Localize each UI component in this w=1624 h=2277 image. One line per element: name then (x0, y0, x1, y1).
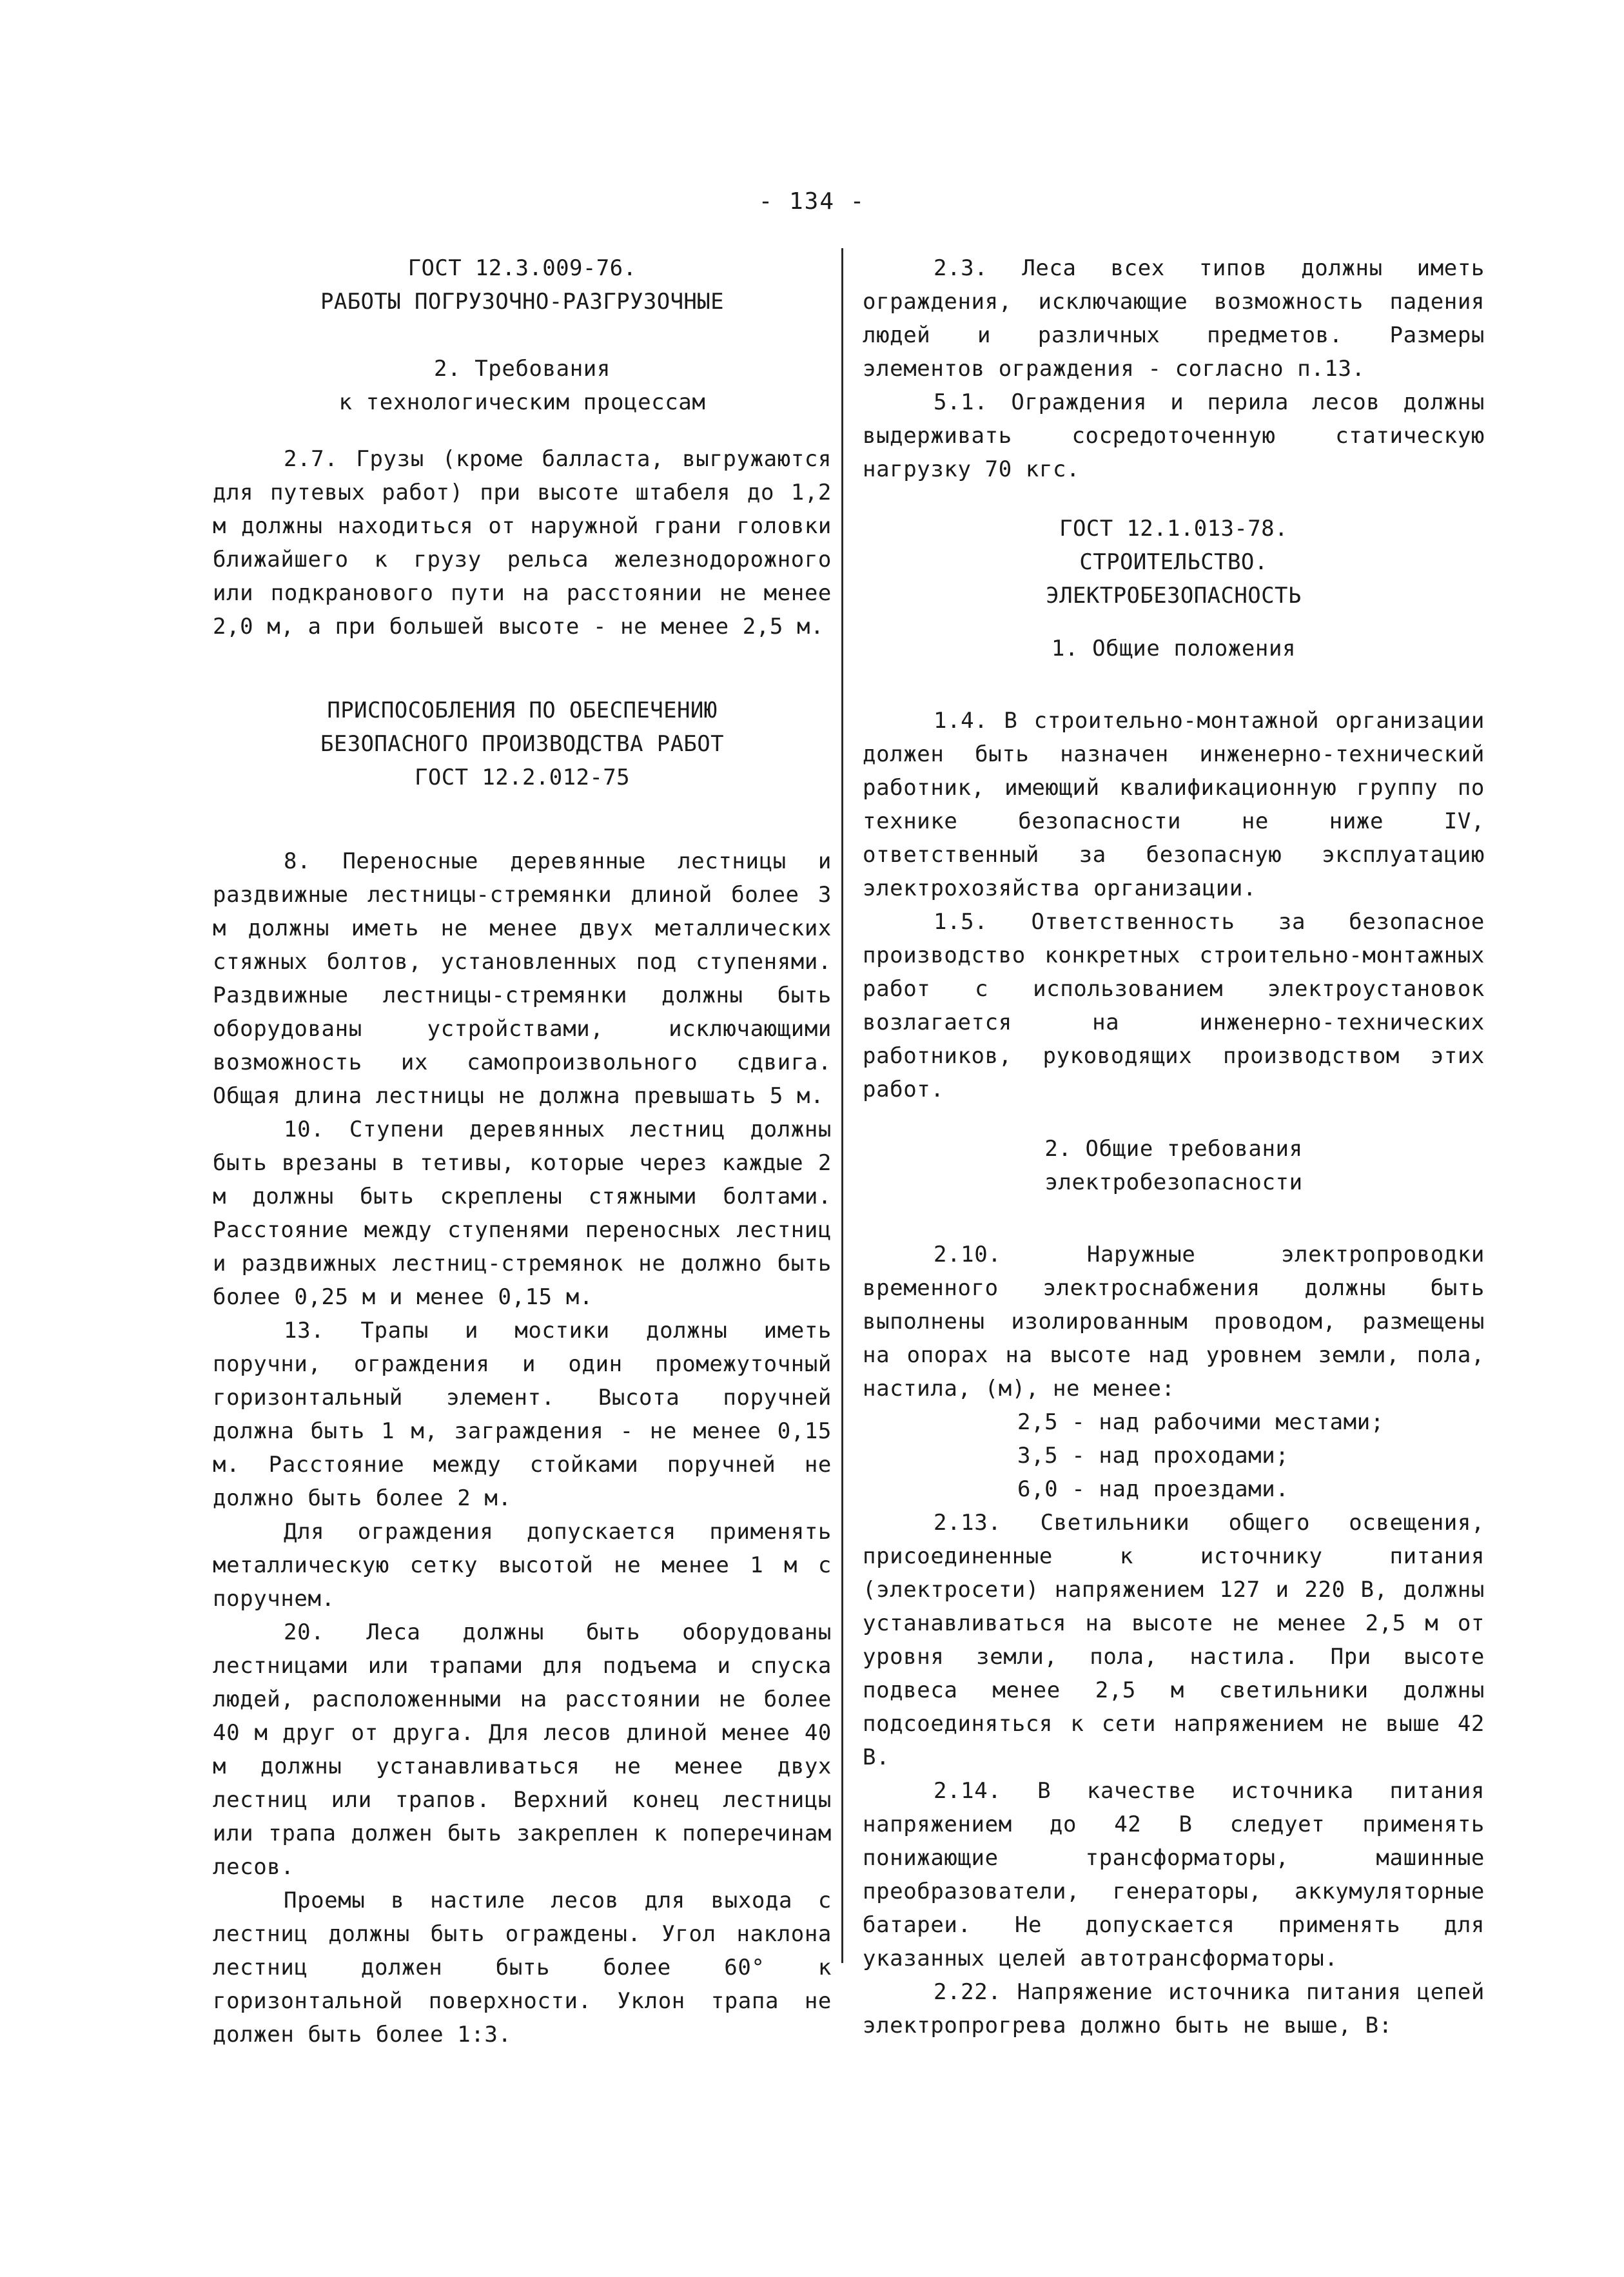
section-subheading-general: 1. Общие положения (1051, 636, 1296, 661)
list-item: 3,5 - над проходами; (1017, 1443, 1289, 1469)
section-subheading-requirements: 2. Общие требования электробезопасности (1044, 1136, 1303, 1195)
clause-2-14: 2.14. В качестве источника питания напряжением до 42 В следует применять понижающие трансформаторы, машинные преобразователи, генераторы, аккумуляторные батареи. Не допускается применять для указанных целей автотрансформаторы. (863, 1778, 1485, 1971)
clause-13-fencing: Для ограждения допускается применять металлическую сетку высотой не менее 1 м с поручнем. (213, 1519, 832, 1612)
clause-20: 20. Леса должны быть оборудованы лестницами или трапами для подъема и спуска людей, расположенными на расстоянии не более 40 м друг от друга. Для лесов длиной менее 40 м должны устанавливаться не менее двух лестниц или трапов. Верхний конец лестницы или трапа должен быть закреплен к поперечинам лесов. (213, 1619, 832, 1880)
clause-2-13: 2.13. Светильники общего освещения, присоединенные к источнику питания (электросети) напряжением 127 и 220 В, должны устанавливаться на высоте не менее 2,5 м от уровня земли, пола, настила. При высоте подвеса менее 2,5 м светильники должны подсоединяться к сети напряжением не выше 42 В. (863, 1510, 1485, 1770)
clause-13: 13. Трапы и мостики должны иметь поручни, ограждения и один промежуточный горизонтальный элемент. Высота поручней должна быть 1 м, заграждения - не менее 0,15 м. Расстояние между стойками поручней не должно быть более 2 м. (213, 1318, 832, 1511)
clause-1-5: 1.5. Ответственность за безопасное производство конкретных строительно-монтажных работ с использованием электроустановок возлагается на инженерно-технических работников, руководящих производством этих работ. (863, 909, 1485, 1102)
clause-8: 8. Переносные деревянные лестницы и раздвижные лестницы-стремянки длиной более 3 м должны иметь не менее двух металлических стяжных болтов, установленных под ступенями. Раздвижные лестницы-стремянки должны быть оборудованы устройствами, исключающими возможность их самопроизвольного сдвига. Общая длина лестницы не должна превышать 5 м. (213, 848, 832, 1109)
list-item: 2,5 - над рабочими местами; (1017, 1409, 1384, 1435)
standard-heading-gost-12-3-009: ГОСТ 12.3.009-76. РАБОТЫ ПОГРУЗОЧНО-РАЗГРУЗОЧНЫЕ (320, 255, 725, 315)
clause-1-4: 1.4. В строительно-монтажной организации должен быть назначен инженерно-технический работник, имеющий квалификационную группу по технике безопасности не ниже IV, ответственный за безопасную эксплуатацию электрохозяйства организации. (863, 708, 1485, 901)
right-column (863, 251, 1485, 2042)
clause-5-1: 5.1. Ограждения и перила лесов должны выдерживать сосредоточенную статическую нагрузку 70 кгс. (863, 389, 1485, 482)
page-number: - 134 - (758, 188, 866, 215)
column-divider (841, 248, 843, 1963)
clause-2-22: 2.22. Напряжение источника питания цепей электропрогрева должно быть не выше, В: (863, 1979, 1485, 2038)
section-subheading: 2. Требования к технологическим процессам (338, 356, 706, 415)
left-column (213, 251, 832, 2051)
standard-heading-gost-12-2-012: ПРИСПОСОБЛЕНИЯ ПО ОБЕСПЕЧЕНИЮ БЕЗОПАСНОГО ПРОИЗВОДСТВА РАБОТ ГОСТ 12.2.012-75 (320, 698, 725, 790)
clause-2-7: 2.7. Грузы (кроме балласта, выгружаются для путевых работ) при высоте штабеля до 1,2 м должны находиться от наружной грани головки ближайшего к грузу рельса железнодорожного или подкранового пути на расстоянии не менее 2,0 м, а при большей высоте - не менее 2,5 м. (213, 446, 832, 640)
standard-heading-gost-12-1-013: ГОСТ 12.1.013-78. СТРОИТЕЛЬСТВО. ЭЛЕКТРОБЕЗОПАСНОСТЬ (1046, 516, 1302, 609)
clause-10: 10. Ступени деревянных лестниц должны быть врезаны в тетивы, которые через каждые 2 м должны быть скреплены стяжными болтами. Расстояние между ступенями переносных лестниц и раздвижных лестниц-стремянок не должно быть более 0,25 м и менее 0,15 м. (213, 1117, 832, 1310)
clause-2-10: 2.10. Наружные электропроводки временного электроснабжения должны быть выполнены изолированным проводом, размещены на опорах на высоте над уровнем земли, пола, настила, (м), не менее: (863, 1242, 1485, 1402)
list-item: 6,0 - над проездами. (1017, 1476, 1289, 1502)
clause-20-openings: Проемы в настиле лесов для выхода с лестниц должны быть ограждены. Угол наклона лестниц должен быть более 60° к горизонтальной поверхности. Уклон трапа не должен быть более 1:3. (213, 1888, 832, 2047)
clause-2-3: 2.3. Леса всех типов должны иметь ограждения, исключающие возможность падения людей и различных предметов. Размеры элементов ограждения - согласно п.13. (863, 255, 1485, 382)
